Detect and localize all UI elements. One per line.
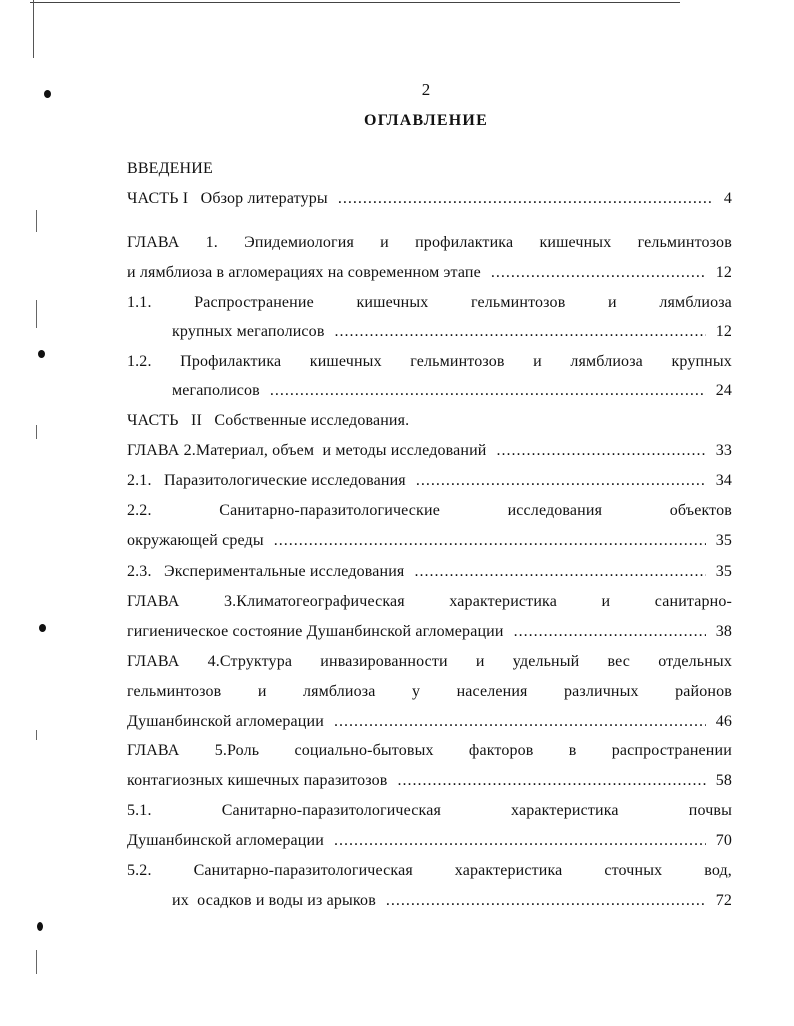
toc-word: различных [564, 683, 639, 700]
toc-dot-leader [334, 832, 706, 850]
toc-entry-text: мегаполисов [172, 382, 260, 399]
toc-word: 5.1. [127, 802, 152, 819]
toc-word: почвы [688, 802, 732, 819]
toc-dot-leader [334, 713, 706, 731]
toc-word: 5.Роль [214, 742, 260, 759]
toc-word: удельный [512, 653, 580, 670]
binding-hole-mark [37, 922, 43, 931]
toc-entry-text: Душанбинской агломерации [127, 832, 324, 849]
toc-line [127, 190, 732, 212]
toc-word: районов [675, 683, 732, 700]
toc-line [127, 353, 732, 375]
toc-entry-text: контагиозных кишечных паразитозов [127, 772, 388, 789]
toc-word: Профилактика [180, 353, 282, 370]
toc-entry-text: 2.1. Паразитологические исследования [127, 472, 406, 489]
toc-word: крупных [671, 353, 732, 370]
toc-word: сточных [604, 862, 663, 879]
toc-word: отдельных [658, 653, 732, 670]
toc-word: социально-бытовых [294, 742, 434, 759]
toc-entry-text: ГЛАВА 2.Материал, объем и методы исследований [127, 442, 487, 459]
toc-page-number: 58 [715, 772, 732, 789]
toc-word: вес [607, 653, 631, 670]
toc-line [127, 862, 732, 884]
toc-line [127, 264, 732, 286]
toc-line [127, 472, 732, 494]
toc-line [127, 802, 732, 824]
toc-word: объектов [669, 502, 732, 519]
binding-hole-mark [39, 624, 46, 632]
toc-word: гельминтозов [410, 353, 505, 370]
toc-dot-leader [497, 442, 706, 460]
toc-word: у [411, 683, 421, 700]
toc-word: Санитарно-паразитологическая [221, 802, 441, 819]
toc-line [127, 832, 732, 854]
toc-page-number: 72 [715, 892, 732, 909]
toc-page-number: 35 [715, 563, 732, 580]
toc-entry-text: Душанбинской агломерации [127, 713, 324, 730]
scan-left-rule [33, 0, 34, 58]
toc-word: ГЛАВА [127, 234, 180, 251]
toc-entry-text: их осадков и воды из арыков [172, 892, 376, 909]
page-number: 2 [421, 80, 431, 99]
toc-dot-leader [397, 772, 705, 790]
toc-word: и [475, 653, 485, 670]
toc-line [127, 160, 732, 182]
toc-line [127, 502, 732, 524]
toc-page-number: 24 [715, 382, 732, 399]
toc-page-number: 12 [715, 323, 732, 340]
toc-word: характеристика [449, 593, 557, 610]
toc-word: и [380, 234, 389, 251]
toc-line [127, 532, 732, 554]
toc-word: и [533, 353, 542, 370]
toc-line [172, 323, 732, 345]
scan-margin-tick [36, 950, 37, 974]
toc-entry-text: и лямблиоза в агломерациях на современном этапе [127, 264, 481, 281]
toc-word: факторов [468, 742, 534, 759]
toc-line [127, 563, 732, 585]
toc-page-number: 34 [715, 472, 732, 489]
toc-entry-text: ЧАСТЬ I Обзор литературы [127, 190, 328, 207]
toc-line [127, 442, 732, 464]
toc-word: 5.2. [127, 862, 152, 879]
toc-entry-text: крупных мегаполисов [172, 323, 325, 340]
toc-word: инвазированности [320, 653, 448, 670]
toc-page-number: 12 [715, 264, 732, 281]
toc-entry-text: ВВЕДЕНИЕ [127, 160, 213, 177]
toc-page-number: 4 [723, 190, 732, 207]
toc-entry-text: ЧАСТЬ II Собственные исследования. [127, 412, 410, 429]
toc-word: вод, [704, 862, 732, 879]
toc-line [127, 593, 732, 615]
toc-page-number: 38 [715, 623, 732, 640]
toc-word: лямблиоза [302, 683, 376, 700]
toc-word: 1.1. [127, 294, 152, 311]
toc-word: 1. [205, 234, 218, 251]
toc-word: лямблиоза [659, 294, 732, 311]
toc-word: гельминтозов [471, 294, 566, 311]
toc-word: исследования [507, 502, 603, 519]
toc-page-number: 46 [715, 713, 732, 730]
toc-dot-leader [491, 264, 706, 282]
scan-margin-tick [36, 730, 37, 740]
toc-page-number: 70 [715, 832, 732, 849]
toc-line [127, 772, 732, 794]
toc-word: и [601, 593, 611, 610]
toc-dot-leader [386, 892, 706, 910]
toc-line [172, 892, 732, 914]
toc-word: и [257, 683, 267, 700]
toc-word: 3.Климатогеографическая [223, 593, 405, 610]
toc-word: 4.Структура [207, 653, 293, 670]
toc-line [172, 382, 732, 404]
toc-entry-text: гигиеническое состояние Душанбинской агломерации [127, 623, 504, 640]
toc-entry-text: окружающей среды [127, 532, 264, 549]
toc-dot-leader [414, 563, 705, 581]
toc-word: Распространение [194, 294, 314, 311]
toc-word: профилактика [415, 234, 514, 251]
toc-dot-leader [274, 532, 706, 550]
toc-line [127, 713, 732, 735]
toc-page-number: 33 [715, 442, 732, 459]
toc-word: населения [456, 683, 528, 700]
toc-line [127, 234, 732, 256]
toc-word: ГЛАВА [127, 653, 180, 670]
toc-page-number: 35 [715, 532, 732, 549]
binding-hole-mark [38, 350, 45, 358]
toc-line [127, 294, 732, 316]
toc-word: ГЛАВА [127, 593, 180, 610]
toc-word: кишечных [309, 353, 382, 370]
toc-word: характеристика [511, 802, 619, 819]
toc-word: кишечных [539, 234, 612, 251]
toc-word: Санитарно-паразитологическая [193, 862, 413, 879]
scan-margin-tick [36, 210, 37, 232]
toc-word: характеристика [454, 862, 563, 879]
toc-word: гельминтозов [637, 234, 732, 251]
toc-word: в [568, 742, 577, 759]
toc-entry-text: 2.3. Экспериментальные исследования [127, 563, 405, 580]
toc-line [127, 653, 732, 675]
toc-dot-leader [270, 382, 706, 400]
page-title: ОГЛАВЛЕНИЕ [364, 112, 488, 129]
toc-word: распространении [611, 742, 732, 759]
toc-line [127, 742, 732, 764]
scan-margin-tick [36, 300, 37, 328]
scan-margin-tick [36, 425, 37, 439]
toc-word: санитарно- [654, 593, 732, 610]
toc-word: Санитарно-паразитологические [219, 502, 440, 519]
toc-word: 1.2. [127, 353, 152, 370]
toc-word: ГЛАВА [127, 742, 180, 759]
toc-word: лямблиоза [570, 353, 643, 370]
toc-word: гельминтозов [127, 683, 222, 700]
toc-word: Эпидемиология [244, 234, 354, 251]
toc-dot-leader [416, 472, 706, 490]
scan-top-rule [30, 2, 680, 3]
toc-dot-leader [338, 190, 714, 208]
toc-word: 2.2. [127, 502, 152, 519]
toc-line [127, 623, 732, 645]
toc-line [127, 412, 732, 434]
toc-word: кишечных [356, 294, 429, 311]
toc-dot-leader [514, 623, 706, 641]
toc-dot-leader [335, 323, 706, 341]
toc-line [127, 683, 732, 705]
toc-word: и [608, 294, 617, 311]
